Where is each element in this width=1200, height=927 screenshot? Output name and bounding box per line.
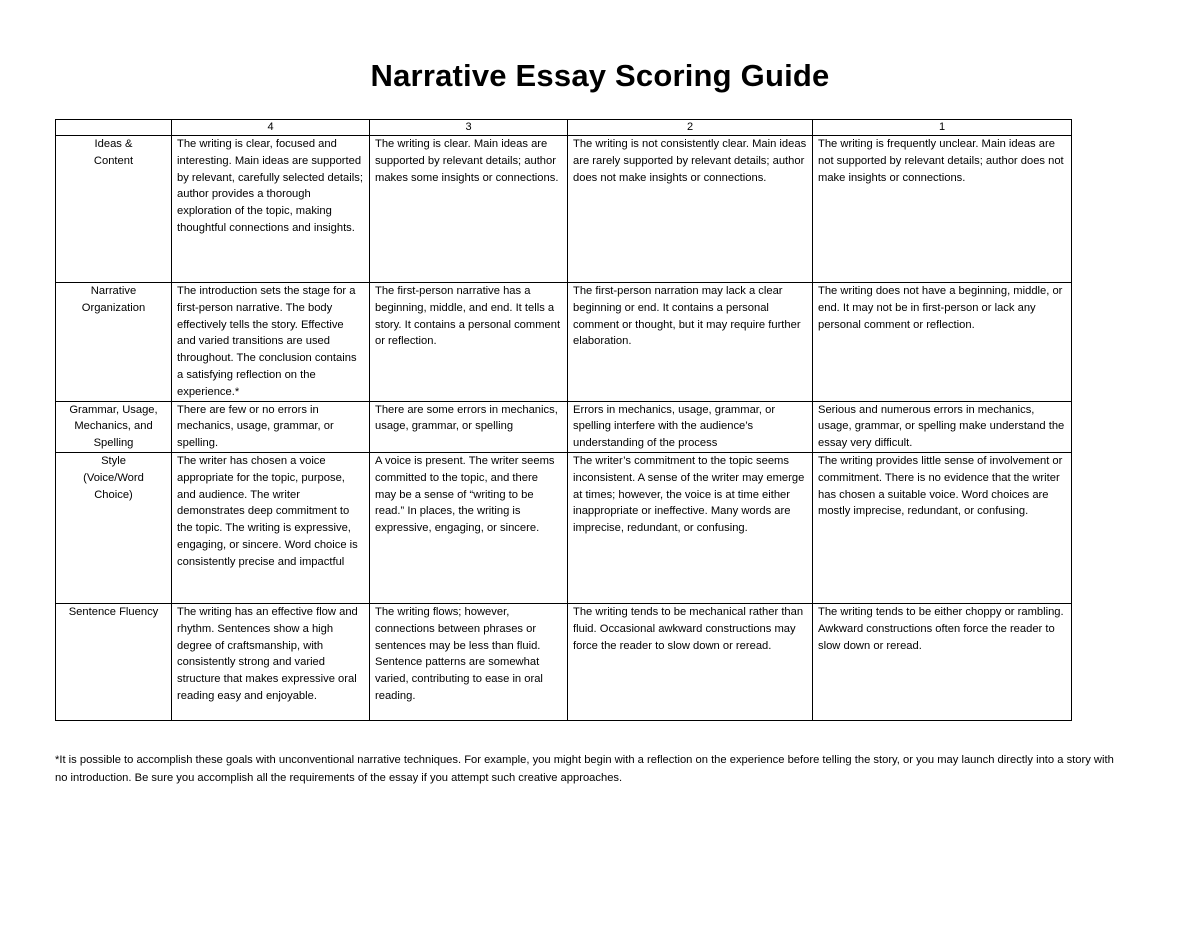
score-1-cell: The writing does not have a beginning, middle, or end. It may not be in first-person or lack any personal comment or reflection. xyxy=(813,283,1072,402)
header-score-1: 1 xyxy=(813,120,1072,136)
score-1-cell: Serious and numerous errors in mechanics, usage, grammar, or spelling make understand the essay very difficult. xyxy=(813,401,1072,452)
row-ideas-content xyxy=(56,136,1072,283)
page-title: Narrative Essay Scoring Guide xyxy=(370,58,830,93)
footnote: *It is possible to accomplish these goals with unconventional narrative techniques. For example, you might begin with a reflection on the experience before telling the story, or you may launch directly into a story with no introduction. Be sure you accomplish all the requirements of the essay if you attempt such creative approaches. xyxy=(55,754,1114,784)
header-score-3: 3 xyxy=(370,120,568,136)
score-1-cell: The writing is frequently unclear. Main ideas are not supported by relevant details; author does not make insights or connections. xyxy=(813,136,1072,283)
row-narrative-organization xyxy=(56,283,1072,402)
score-4-cell: The writer has chosen a voice appropriate for the topic, purpose, and audience. The writer demonstrates deep commitment to the topic. The writing is expressive, engaging, or sincere. Word choice is consistently precise and impactful xyxy=(172,452,370,603)
score-3-cell: There are some errors in mechanics, usage, grammar, or spelling xyxy=(370,401,568,452)
score-3-cell: The writing is clear. Main ideas are supported by relevant details; author makes some insights or connections. xyxy=(370,136,568,283)
score-2-cell: Errors in mechanics, usage, grammar, or spelling interfere with the audience’s understanding of the process xyxy=(568,401,813,452)
criterion-label: Narrative Organization xyxy=(56,283,172,402)
score-2-cell: The first-person narration may lack a clear beginning or end. It contains a personal comment or thought, but it may require further elaboration. xyxy=(568,283,813,402)
score-2-cell: The writing is not consistently clear. Main ideas are rarely supported by relevant details; author does not make insights or connections. xyxy=(568,136,813,283)
header-score-2: 2 xyxy=(568,120,813,136)
score-3-cell: A voice is present. The writer seems committed to the topic, and there may be a sense of “writing to be read.” In places, the writing is expressive, engaging, or sincere. xyxy=(370,452,568,603)
scoring-rubric-table xyxy=(55,119,1072,721)
score-4-cell: The writing is clear, focused and interesting. Main ideas are supported by relevant, carefully selected details; author provides a thorough exploration of the topic, making thoughtful connections and insights. xyxy=(172,136,370,283)
score-4-cell: The writing has an effective flow and rhythm. Sentences show a high degree of craftsmanship, with consistently strong and varied structure that makes expressive oral reading easy and enjoyable. xyxy=(172,603,370,720)
row-sentence-fluency xyxy=(56,603,1072,720)
score-4-cell: There are few or no errors in mechanics, usage, grammar, or spelling. xyxy=(172,401,370,452)
row-grammar-usage xyxy=(56,401,1072,452)
score-1-cell: The writing provides little sense of involvement or commitment. There is no evidence that the writer has chosen a suitable voice. Word choices are mostly imprecise, redundant, or confusing. xyxy=(813,452,1072,603)
criterion-label: Ideas & Content xyxy=(56,136,172,283)
score-2-cell: The writing tends to be mechanical rather than fluid. Occasional awkward constructions may force the reader to slow down or reread. xyxy=(568,603,813,720)
header-row xyxy=(56,120,1072,136)
row-style xyxy=(56,452,1072,603)
criterion-label: Style (Voice/Word Choice) xyxy=(56,452,172,603)
score-2-cell: The writer’s commitment to the topic seems inconsistent. A sense of the writer may emerge at times; however, the voice is at time either inappropriate or ineffective. Many words are imprecise, redundant, or confusing. xyxy=(568,452,813,603)
criterion-label: Sentence Fluency xyxy=(56,603,172,720)
score-4-cell: The introduction sets the stage for a first-person narrative. The body effectively tells the story. Effective and varied transitions are used throughout. The conclusion contains a satisfying reflection on the experience.* xyxy=(172,283,370,402)
score-3-cell: The first-person narrative has a beginning, middle, and end. It tells a story. It contains a personal comment or reflection. xyxy=(370,283,568,402)
header-score-4: 4 xyxy=(172,120,370,136)
score-3-cell: The writing flows; however, connections between phrases or sentences may be less than fluid. Sentence patterns are somewhat varied, contributing to ease in oral reading. xyxy=(370,603,568,720)
criterion-label: Grammar, Usage, Mechanics, and Spelling xyxy=(56,401,172,452)
score-1-cell: The writing tends to be either choppy or rambling. Awkward constructions often force the reader to slow down or reread. xyxy=(813,603,1072,720)
header-criterion xyxy=(56,120,172,136)
